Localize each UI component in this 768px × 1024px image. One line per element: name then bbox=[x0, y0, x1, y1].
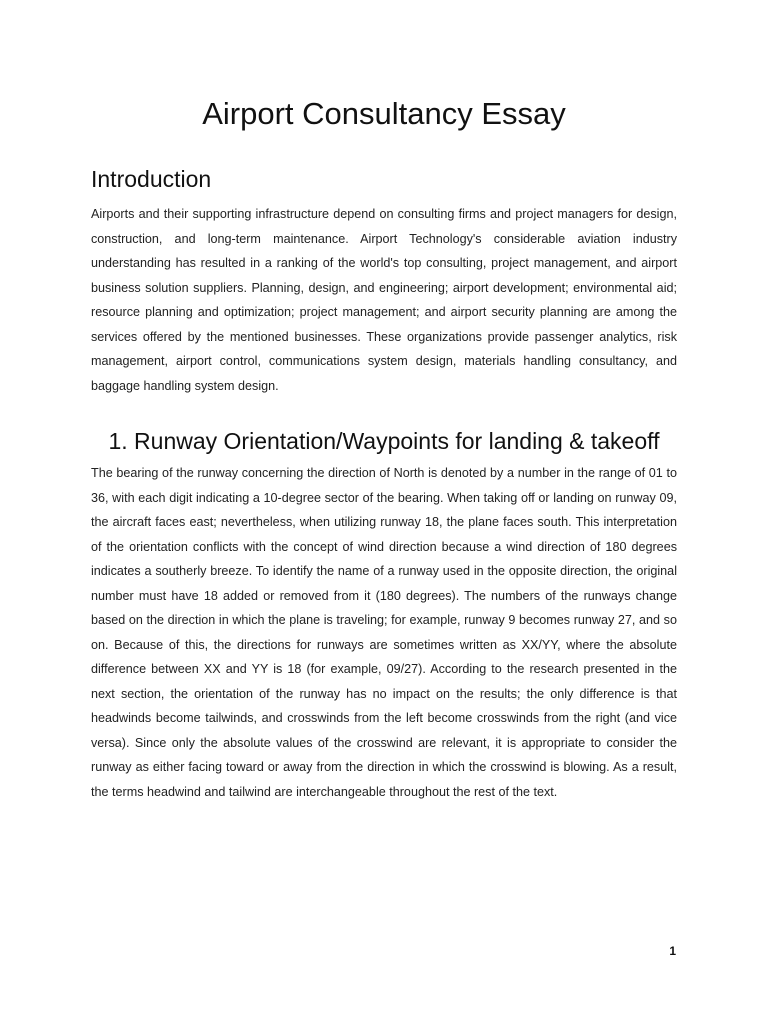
introduction-paragraph: Airports and their supporting infrastructure depend on consulting firms and project managers for design, construction, and long-term maintenance. Airport Technology's considerable aviation industry understanding has resulted in a ranking of the world's top consulting, project management, and airport business solution suppliers. Planning, design, and engineering; airport development; environmental aid; resource planning and optimization; project management; and airport security planning are among the services offered by the mentioned businesses. These organizations provide passenger analytics, risk management, airport control, communications system design, materials handling consultancy, and baggage handling system design. bbox=[91, 207, 677, 393]
runway-orientation-heading: 1. Runway Orientation/Waypoints for landing & takeoff bbox=[108, 428, 660, 454]
introduction-heading: Introduction bbox=[91, 166, 212, 192]
runway-orientation-paragraph: The bearing of the runway concerning the direction of North is denoted by a number in the range of 01 to 36, with each digit indicating a 10-degree sector of the bearing. When taking off or landing on runway 09, the aircraft faces east; nevertheless, when utilizing runway 18, the plane faces south. This interpretation of the orientation conflicts with the concept of wind direction because a wind direction of 180 degrees indicates a southerly breeze. To identify the name of a runway used in the opposite direction, the original number must have 18 added or removed from it (180 degrees). The numbers of the runways change based on the direction in which the plane is traveling; for example, runway 9 becomes runway 27, and so on. Because of this, the directions for runways are sometimes written as XX/YY, where the absolute difference between XX and YY is 18 (for example, 09/27). According to the research presented in the next section, the orientation of the runway has no impact on the results; the only difference is that headwinds become tailwinds, and crosswinds from the left become crosswinds from the right (and vice versa). Since only the absolute values of the crosswind are relevant, it is appropriate to consider the runway as either facing toward or away from the direction in which the crosswind is blowing. As a result, the terms headwind and tailwind are interchangeable throughout the rest of the text. bbox=[91, 466, 677, 799]
document-title: Airport Consultancy Essay bbox=[202, 96, 566, 131]
page-number: 1 bbox=[669, 944, 676, 958]
